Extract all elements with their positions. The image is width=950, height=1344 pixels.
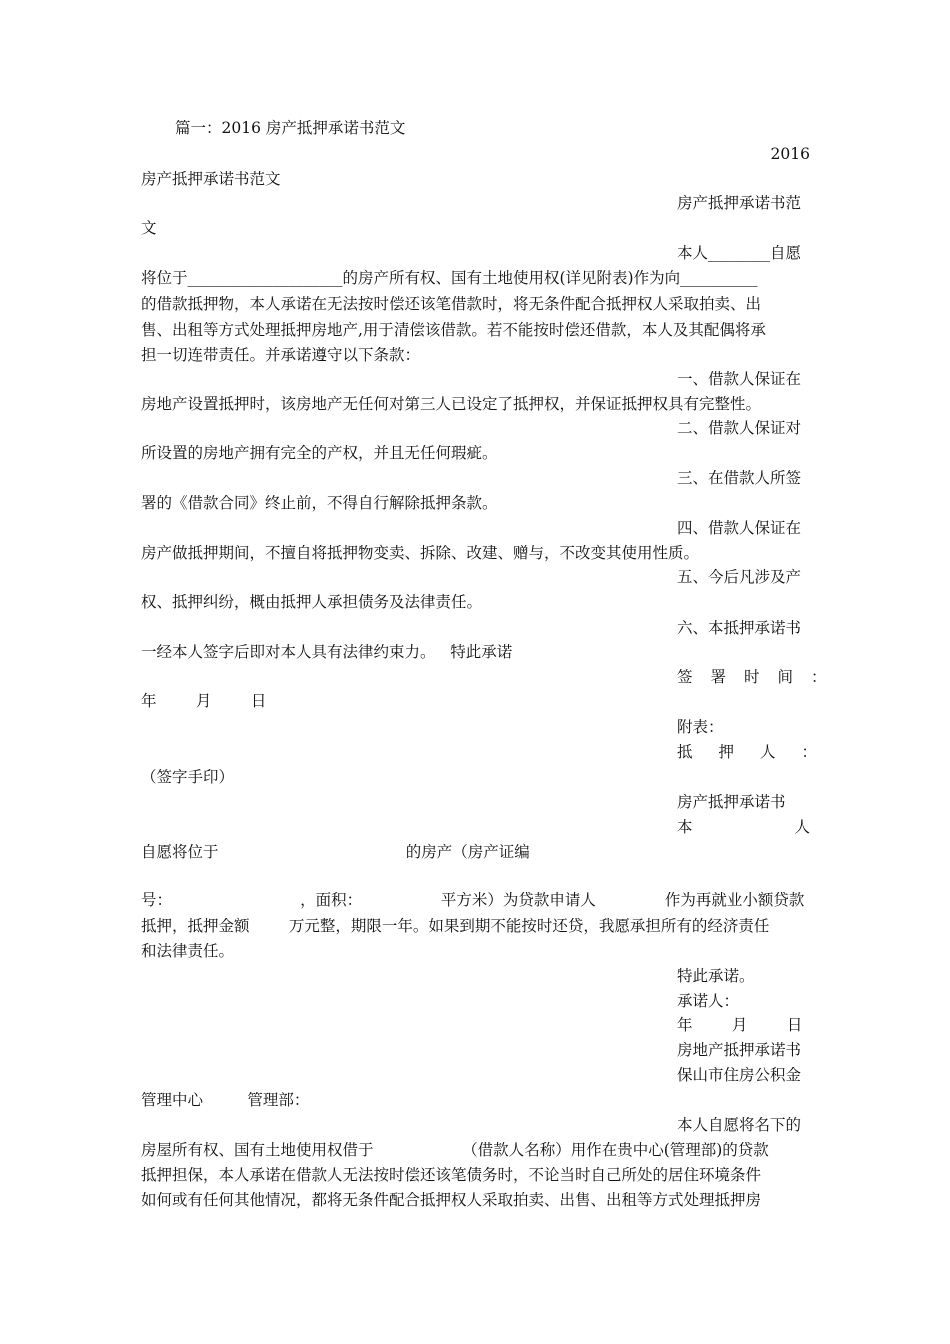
promiser-label: 承诺人： <box>677 992 740 1010</box>
clause-5-head: 五、今后凡涉及产 <box>677 568 802 586</box>
year-text: 2016 <box>770 145 810 163</box>
addressee-line: 保山市住房公积金 <box>677 1066 802 1084</box>
paragraph-line: 房屋所有权、国有土地使用权借于 （借款人名称）用作在贵中心(管理部)的贷款 <box>141 1141 769 1159</box>
appendix-label: 附表： <box>677 718 724 736</box>
sign-time-label: 签署时间： <box>677 668 845 686</box>
ben-char: 本 <box>677 818 693 836</box>
clause-2-body: 所设置的房地产拥有完全的产权，并且无任何瑕疵。 <box>141 444 498 462</box>
paragraph-line: 的借款抵押物，本人承诺在无法按时偿还该笔借款时，将无条件配合抵押权人采取拍卖、出 <box>141 295 762 313</box>
clause-6-body: 一经本人签字后即对本人具有法律约束力。 特此承诺 <box>141 643 513 661</box>
clause-6-head: 六、本抵押承诺书 <box>677 619 802 637</box>
paragraph-line: 担一切连带责任。并承诺遵守以下条款： <box>141 346 421 364</box>
date-line: 年 月 日 <box>677 1016 803 1034</box>
ren-char: 人 <box>794 818 810 836</box>
clause-4-body: 房产做抵押期间，不擅自将抵押物变卖、拆除、改建、赠与，不改变其使用性质。 <box>141 544 700 562</box>
addressee-cont: 管理中心 管理部： <box>141 1091 310 1109</box>
clause-3-head: 三、在借款人所签 <box>677 469 802 487</box>
clause-2-head: 二、借款人保证对 <box>677 419 802 437</box>
paragraph-line: 售、出租等方式处理抵押房地产,用于清偿该借款。若不能按时偿还借款，本人及其配偶将承 <box>141 321 766 339</box>
special-promise: 特此承诺。 <box>677 967 755 985</box>
clause-4-head: 四、借款人保证在 <box>677 519 802 537</box>
clause-1-head: 一、借款人保证在 <box>677 370 802 388</box>
clause-5-body: 权、抵押纠纷，概由抵押人承担债务及法律责任。 <box>141 593 483 611</box>
paragraph-start: 本人自愿将名下的 <box>677 1116 802 1134</box>
paragraph-line: 自愿将位于 的房产（房产证编 <box>141 843 530 861</box>
heading-end: 文 <box>141 219 157 237</box>
mortgagor-label: 抵押人： <box>677 743 844 761</box>
section-title: 房地产抵押承诺书 <box>677 1041 802 1059</box>
paragraph-start: 本人________自愿 <box>677 244 802 262</box>
paragraph-line: 和法律责任。 <box>141 942 235 960</box>
paragraph-line: 抵押担保，本人承诺在借款人无法按时偿还该笔债务时，不论当时自己所处的居住环境条件 <box>141 1166 762 1184</box>
doc-title: 篇一：2016 房产抵押承诺书范文 <box>175 119 406 137</box>
date-line: 年 月 日 <box>141 692 267 710</box>
sign-stamp-label: （签字手印） <box>141 768 235 786</box>
paragraph-line: 抵押，抵押金额 万元整，期限一年。如果到期不能按时还贷，我愿承担所有的经济责任 <box>141 917 770 935</box>
paragraph-line: 号： ，面积： 平方米）为贷款申请人 作为再就业小额贷款 <box>141 891 805 909</box>
clause-3-body: 署的《借款合同》终止前，不得自行解除抵押条款。 <box>141 494 498 512</box>
heading-text: 房产抵押承诺书范文 <box>141 170 281 188</box>
section-title: 房产抵押承诺书 <box>677 793 786 811</box>
clause-1-body: 房地产设置抵押时，该房地产无任何对第三人已设定了抵押权，并保证抵押权具有完整性。 <box>141 395 762 413</box>
heading-right: 房产抵押承诺书范 <box>677 194 802 212</box>
paragraph-line: 如何或有任何其他情况，都将无条件配合抵押权人采取拍卖、出售、出租等方式处理抵押房 <box>141 1191 762 1209</box>
paragraph-line: 将位于____________________的房产所有权、国有土地使用权(详见附表)作为向__________ <box>141 269 758 287</box>
